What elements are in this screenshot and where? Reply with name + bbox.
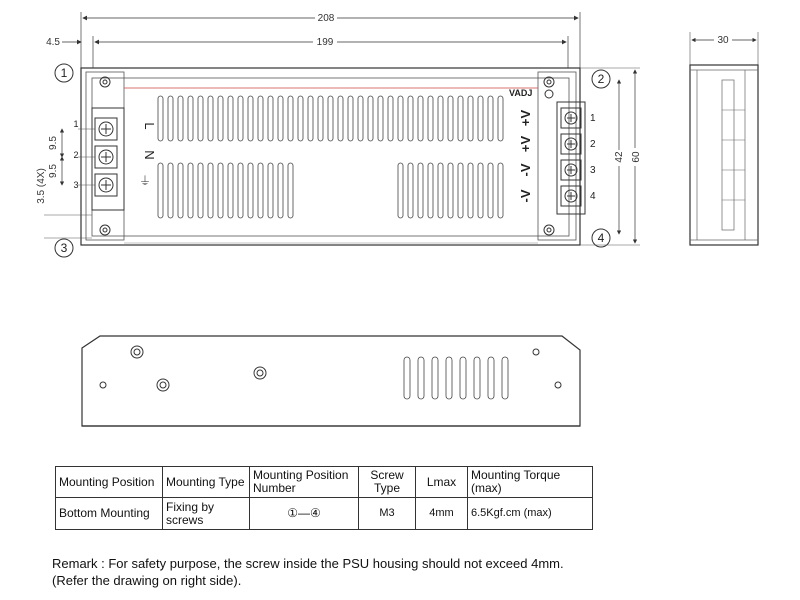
- side-view: [690, 32, 758, 245]
- dim-left-offset: [46, 37, 81, 48]
- height-inner-text: 42: [614, 151, 625, 163]
- output-terminal-number-4: 4: [590, 191, 596, 202]
- table-row: [56, 498, 593, 530]
- output-label-2: -V: [518, 163, 533, 177]
- remark-text: [52, 555, 772, 591]
- vadj-label: VADJ: [509, 88, 533, 98]
- bottom-view: [82, 336, 580, 426]
- output-screw-4: [561, 186, 581, 206]
- edge-offset-text: 3.5 (4X): [36, 168, 47, 204]
- mount-hole-3: [100, 225, 110, 235]
- bottom-hole-f: [555, 382, 561, 388]
- mounting-spec-table: [55, 466, 593, 530]
- output-terminal-number-1: 1: [590, 113, 596, 124]
- vent-slots-top: [158, 96, 503, 218]
- remark-line-1: Remark : For safety purpose, the screw inside the PSU housing should not exceed 4mm.: [52, 556, 564, 571]
- callout-2: [592, 70, 610, 88]
- mount-hole-4: [544, 225, 554, 235]
- table-cell: Bottom Mounting: [56, 498, 163, 530]
- input-terminal-number-3: 3: [73, 180, 79, 190]
- bottom-hole-e: [533, 349, 539, 355]
- mount-hole-2: [544, 77, 554, 87]
- side-depth-text: 30: [717, 35, 729, 46]
- input-screw-2: [95, 146, 117, 168]
- table-cell: Fixing by screws: [163, 498, 250, 530]
- input-screw-1: [95, 118, 117, 140]
- output-screw-3: [561, 160, 581, 180]
- dim-heights: [580, 68, 642, 245]
- pitch-a-text: 9.5: [48, 136, 59, 150]
- callout-1: [55, 64, 73, 82]
- table-header-cell: Mounting Position Number: [250, 467, 359, 498]
- input-label-ground: ⏚: [138, 174, 152, 188]
- table-header-row: [56, 467, 593, 498]
- overall-length-text: 208: [317, 13, 335, 24]
- inner-length-text: 199: [316, 37, 334, 48]
- output-terminal-number-2: 2: [590, 139, 596, 150]
- dim-inner-length: [93, 35, 568, 68]
- output-label-3: +V: [518, 135, 533, 153]
- input-label-n: N: [142, 150, 157, 160]
- input-terminal-number-1: 1: [73, 119, 79, 129]
- table-header-cell: Screw Type: [359, 467, 416, 498]
- table-cell: ①—④: [250, 498, 359, 530]
- pitch-dimensions: [36, 129, 92, 238]
- input-label-l: L: [142, 122, 157, 130]
- bottom-outline: [82, 336, 580, 426]
- output-terminal-number-3: 3: [590, 165, 596, 176]
- side-outline: [690, 65, 758, 245]
- bottom-hole-b: [100, 382, 106, 388]
- bottom-vent-slots: [404, 357, 508, 399]
- bottom-hole-a: [131, 346, 143, 358]
- pitch-b-text: 9.5: [48, 164, 59, 178]
- callout-1-text: 1: [60, 66, 68, 80]
- left-offset-text: 4.5: [46, 37, 60, 48]
- output-label-1: -V: [518, 189, 533, 203]
- output-label-4: +V: [518, 109, 533, 127]
- input-terminal-number-2: 2: [73, 150, 79, 160]
- output-screw-1: [561, 108, 581, 128]
- input-screw-3: [95, 174, 117, 196]
- table-header-cell: Mounting Type: [163, 467, 250, 498]
- callout-2-text: 2: [597, 72, 605, 86]
- top-view: [36, 11, 642, 257]
- table-cell: 4mm: [416, 498, 468, 530]
- table-header-cell: Mounting Position: [56, 467, 163, 498]
- table-header-cell: Mounting Torque (max): [468, 467, 593, 498]
- output-terminal-block: [509, 88, 596, 214]
- height-outer-text: 60: [631, 151, 642, 163]
- callout-4: [592, 229, 610, 247]
- bottom-hole-c: [157, 379, 169, 391]
- callout-4-text: 4: [597, 231, 605, 245]
- inner-frame: [92, 78, 569, 236]
- bottom-hole-d: [254, 367, 266, 379]
- mount-hole-1: [100, 77, 110, 87]
- callout-3: [55, 239, 73, 257]
- output-screw-2: [561, 134, 581, 154]
- table-cell: M3: [359, 498, 416, 530]
- table-header-cell: Lmax: [416, 467, 468, 498]
- callout-3-text: 3: [60, 241, 68, 255]
- remark-line-2: (Refer the drawing on right side).: [52, 573, 242, 588]
- table-cell: 6.5Kgf.cm (max): [468, 498, 593, 530]
- vadj-potentiometer: [545, 90, 553, 98]
